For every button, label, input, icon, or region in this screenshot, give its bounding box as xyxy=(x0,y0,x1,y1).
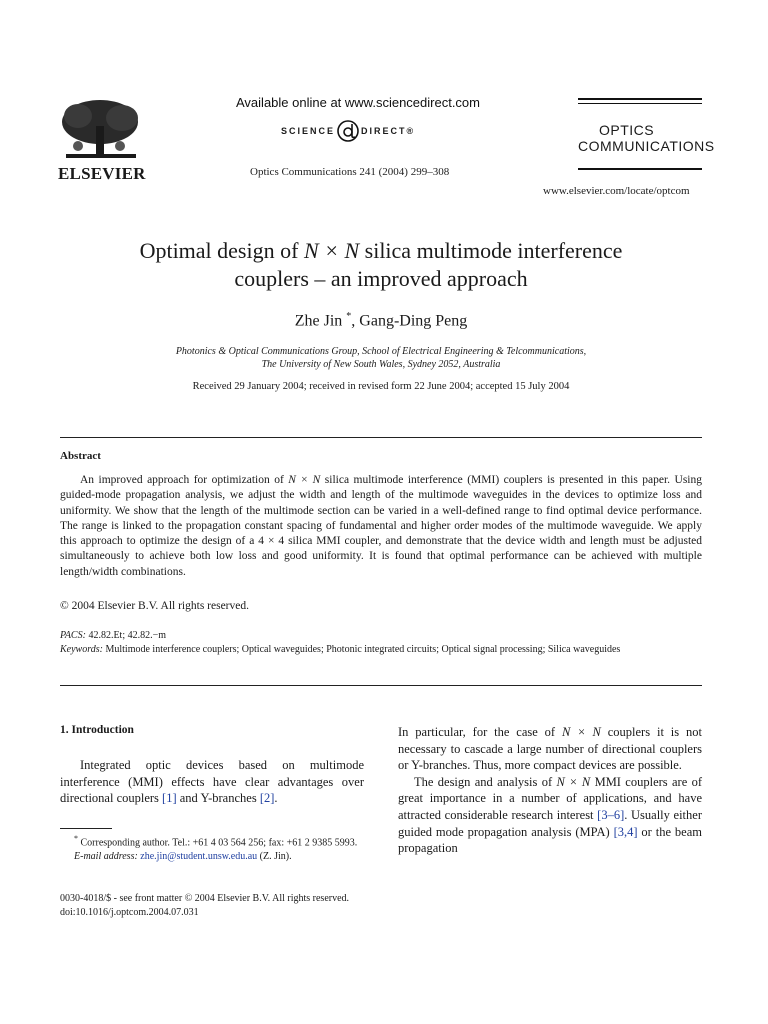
abstract-nxn: N × N xyxy=(288,474,321,486)
title-nxn: N × N xyxy=(303,238,360,263)
affiliation-line1: Photonics & Optical Communications Group, School of Electrical Engineering & Telcommunications, xyxy=(175,346,587,357)
right1-nxn: N × N xyxy=(561,725,601,739)
affiliation-line2: The University of New South Wales, Sydney 2052, Australia xyxy=(261,359,501,370)
right-paragraph-2 xyxy=(398,774,702,857)
journal-reference: Optics Communications 241 (2004) 299–308 xyxy=(250,166,450,178)
section-heading-introduction: 1. Introduction xyxy=(60,724,134,736)
footnote-corresponding xyxy=(60,832,364,850)
journal-website[interactable]: www.elsevier.com/locate/optcom xyxy=(543,185,690,197)
keywords-label: Keywords: xyxy=(60,644,103,655)
pacs-values: 42.82.Et; 42.82.−m xyxy=(85,630,167,641)
corresponding-marker[interactable]: * xyxy=(346,311,352,322)
right1-text-1: In particular, for the case of xyxy=(398,725,562,739)
abstract-heading: Abstract xyxy=(60,450,101,462)
abstract-part2: silica multimode interference (MMI) couplers is presented in this paper. Using guided-mode propagation analysis, we adjust the width and length of the multimode waveguides in the devices to optimize loss and uniformity. We show that the length of the multimode section can be varied in a well-defined range to find optimal device performance. The range is linked to the propagation constant spacing of fundamental and higher order modes of the multimode waveguide. We apply this approach to optimize the design of a 4 × 4 silica MMI coupler, and demonstrate that the device width and length must be adjusted simultaneously to achieve both low loss and good uniformity. It is found that optimal performance can be achieved with multiple length/width combinations. xyxy=(60,474,702,578)
right2-text-2: MMI couplers are of great importance in a number of applications, and have attracted considerable research interest xyxy=(398,774,702,822)
abstract-text xyxy=(60,473,702,580)
left-text-1: Integrated optic devices based on multimode interference (MMI) effects have clear advantages over directional couplers xyxy=(60,758,364,806)
front-matter-footer xyxy=(60,892,349,919)
sd-logo-right: DIRECT® xyxy=(361,126,416,136)
right2-text-1: The design and analysis of xyxy=(414,774,557,789)
footnote-corresponding-text: Corresponding author. Tel.: +61 4 03 564 256; fax: +61 2 9385 5993. xyxy=(78,837,358,849)
keywords xyxy=(60,643,702,657)
affiliation xyxy=(60,345,702,371)
author-2: , Gang-Ding Peng xyxy=(351,312,468,330)
keywords-values: Multimode interference couplers; Optical waveguides; Photonic integrated circuits; Optical signal processing; Silica waveguides xyxy=(102,644,621,655)
publisher-name: ELSEVIER xyxy=(58,164,146,183)
abstract-copyright: © 2004 Elsevier B.V. All rights reserved. xyxy=(60,600,249,612)
available-online-text[interactable]: Available online at www.sciencedirect.com xyxy=(236,95,480,110)
author-1: Zhe Jin xyxy=(294,312,343,330)
right-paragraph-1 xyxy=(398,724,702,774)
citation-1[interactable]: [1] xyxy=(162,791,177,806)
left-text-3: . xyxy=(274,791,278,806)
received-dates: Received 29 January 2004; received in revised form 22 June 2004; accepted 15 July 2004 xyxy=(192,381,570,392)
sciencedirect-logo xyxy=(281,118,415,144)
intro-right-column xyxy=(398,724,702,857)
journal-brand-bottom-rule xyxy=(578,168,702,170)
abstract-bottom-rule xyxy=(60,685,702,686)
left-text-2: and Y-branches xyxy=(176,791,260,806)
footnote-marker: * xyxy=(74,834,78,843)
right2-text-4: or the beam propagation xyxy=(398,824,702,856)
footer-doi[interactable]: doi:10.1016/j.optcom.2004.07.031 xyxy=(60,906,199,918)
journal-brand-rules xyxy=(578,98,702,107)
right2-nxn: N × N xyxy=(556,774,591,789)
right1-text-2: couplers it is not necessary to cascade a large number of directional couplers or Y-branches. Thus, more compact devices are possible. xyxy=(398,725,702,773)
footnote-rule xyxy=(60,828,112,829)
title-part1: Optimal design of xyxy=(139,238,304,263)
intro-paragraph-left xyxy=(60,757,364,807)
title-part2: silica multimode interference xyxy=(359,238,623,263)
footnote xyxy=(60,832,364,863)
right2-text-3: . Usually either guided mode propagation analysis (MPA) xyxy=(398,807,702,839)
footnote-email xyxy=(60,850,364,864)
email-label: E-mail address: xyxy=(74,850,138,862)
citation-2[interactable]: [2] xyxy=(259,791,275,806)
sd-at-icon xyxy=(337,119,359,143)
journal-brand-line2: COMMUNICATIONS xyxy=(578,138,715,154)
pacs-codes xyxy=(60,630,166,641)
abstract-top-rule xyxy=(60,437,702,438)
abstract-part1: An improved approach for optimization of xyxy=(80,474,289,486)
footer-line1: 0030-4018/$ - see front matter © 2004 Elsevier B.V. All rights reserved. xyxy=(60,893,350,904)
title-line2: couplers – an improved approach xyxy=(234,266,528,291)
sd-logo-left: SCIENCE xyxy=(281,126,336,136)
author-list xyxy=(60,311,702,330)
pacs-label: PACS: xyxy=(60,630,86,641)
email-suffix: (Z. Jin). xyxy=(257,850,292,862)
journal-brand-line1: OPTICS xyxy=(599,122,655,138)
citation-3-6[interactable]: [3–6] xyxy=(597,807,625,822)
citation-3-4[interactable]: [3,4] xyxy=(613,824,638,839)
email-link[interactable]: zhe.jin@student.unsw.edu.au xyxy=(140,850,258,862)
paper-title xyxy=(60,237,702,293)
